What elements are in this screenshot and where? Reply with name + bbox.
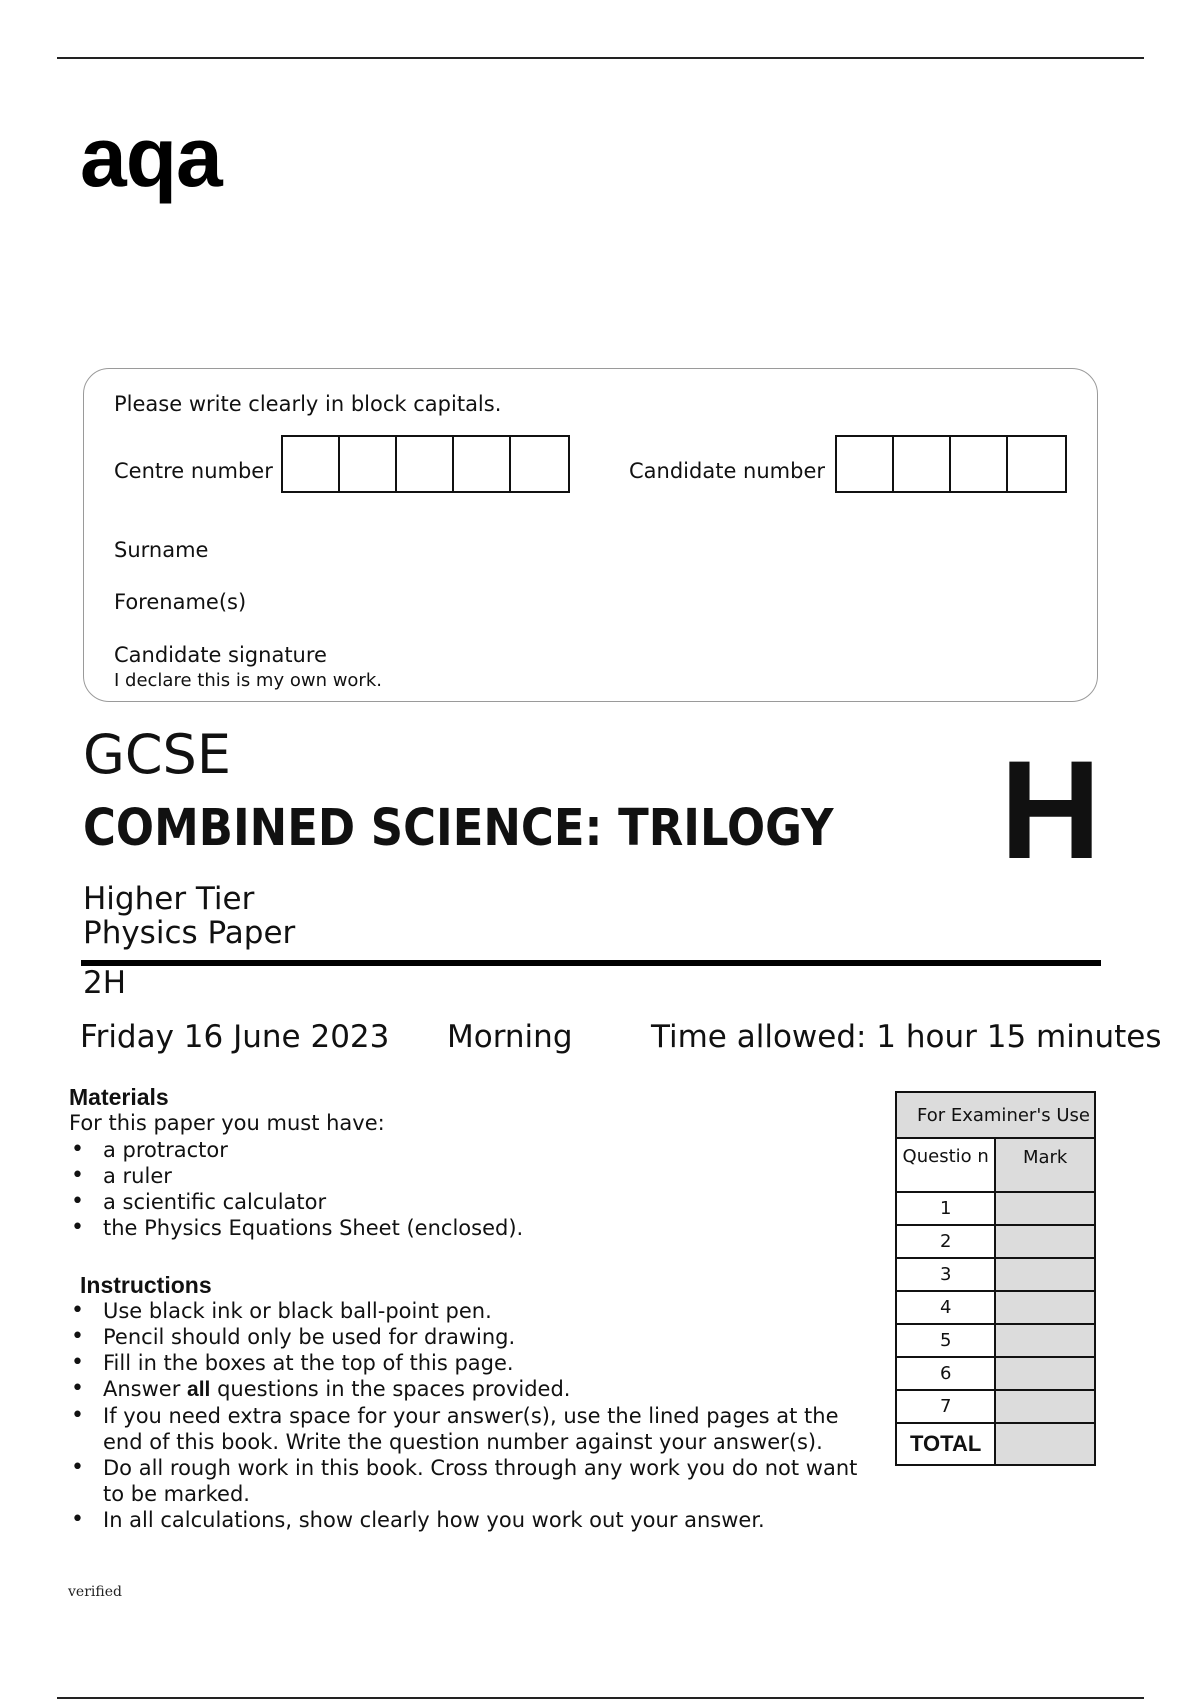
mark-column-header: Mark bbox=[995, 1138, 1095, 1192]
total-label: TOTAL bbox=[896, 1423, 995, 1465]
candidate-number-label: Candidate number bbox=[629, 459, 825, 483]
centre-number-digit-box[interactable] bbox=[283, 437, 340, 491]
list-item: • Do all rough work in this book. Cross through any work you do not want to be marked. bbox=[71, 1455, 858, 1506]
instructions-list bbox=[69, 1298, 869, 1533]
mark-cell bbox=[995, 1390, 1095, 1423]
instructions-heading: Instructions bbox=[80, 1272, 212, 1298]
mark-cell bbox=[995, 1192, 1095, 1225]
tier-letter: H bbox=[1000, 731, 1102, 888]
exam-session: Morning bbox=[447, 1019, 573, 1055]
centre-number-label: Centre number bbox=[114, 459, 273, 483]
forenames-label: Forename(s) bbox=[114, 590, 247, 614]
time-allowed: Time allowed: 1 hour 15 minutes bbox=[651, 1019, 1162, 1055]
candidate-number-boxes[interactable] bbox=[835, 435, 1067, 493]
candidate-signature-label: Candidate signature bbox=[114, 643, 327, 667]
list-item: • In all calculations, show clearly how you work out your answer. bbox=[71, 1507, 765, 1532]
centre-number-digit-box[interactable] bbox=[340, 437, 397, 491]
question-number: 1 bbox=[896, 1192, 995, 1225]
mark-cell bbox=[995, 1324, 1095, 1357]
centre-number-boxes[interactable] bbox=[281, 435, 570, 493]
top-rule bbox=[57, 57, 1144, 59]
centre-number-digit-box[interactable] bbox=[397, 437, 454, 491]
own-work-declaration: I declare this is my own work. bbox=[114, 670, 382, 691]
paper-code: 2H bbox=[83, 965, 127, 1001]
materials-list bbox=[69, 1137, 669, 1241]
question-number: 7 bbox=[896, 1390, 995, 1423]
question-number: 5 bbox=[896, 1324, 995, 1357]
paper-name: Physics Paper bbox=[83, 915, 296, 951]
mark-cell bbox=[995, 1258, 1095, 1291]
list-item: • Answer all questions in the spaces provided. bbox=[71, 1376, 571, 1401]
candidate-number-digit-box[interactable] bbox=[1008, 437, 1065, 491]
question-number: 2 bbox=[896, 1225, 995, 1258]
centre-number-digit-box[interactable] bbox=[454, 437, 511, 491]
centre-number-digit-box[interactable] bbox=[511, 437, 568, 491]
bottom-rule bbox=[57, 1697, 1144, 1699]
examiner-use-heading: For Examiner's Use bbox=[896, 1092, 1095, 1138]
candidate-number-digit-box[interactable] bbox=[951, 437, 1008, 491]
block-capitals-instruction: Please write clearly in block capitals. bbox=[114, 392, 502, 416]
question-number: 4 bbox=[896, 1291, 995, 1324]
materials-heading: Materials bbox=[69, 1084, 169, 1110]
list-item: • a scientific calculator bbox=[71, 1189, 327, 1214]
list-item: • Pencil should only be used for drawing. bbox=[71, 1324, 516, 1349]
aqa-logo: aqa bbox=[80, 110, 222, 204]
materials-intro: For this paper you must have: bbox=[69, 1111, 385, 1135]
list-item: • the Physics Equations Sheet (enclosed). bbox=[71, 1215, 524, 1240]
list-item: • Use black ink or black ball-point pen. bbox=[71, 1298, 492, 1323]
mark-cell bbox=[995, 1357, 1095, 1390]
verified-watermark: verified bbox=[68, 1584, 122, 1600]
list-item: • a ruler bbox=[71, 1163, 172, 1188]
surname-label: Surname bbox=[114, 538, 209, 562]
tier-name: Higher Tier bbox=[83, 881, 255, 917]
candidate-number-digit-box[interactable] bbox=[894, 437, 951, 491]
list-item: • Fill in the boxes at the top of this page. bbox=[71, 1350, 514, 1375]
mark-cell bbox=[995, 1225, 1095, 1258]
exam-date: Friday 16 June 2023 bbox=[80, 1019, 390, 1055]
title-divider bbox=[81, 960, 1101, 966]
question-number: 6 bbox=[896, 1357, 995, 1390]
mark-cell bbox=[995, 1291, 1095, 1324]
question-number: 3 bbox=[896, 1258, 995, 1291]
candidate-number-digit-box[interactable] bbox=[837, 437, 894, 491]
subject-title: COMBINED SCIENCE: TRILOGY bbox=[83, 799, 834, 858]
list-item: • If you need extra space for your answer(s), use the lined pages at the end of this book. Write the question number against your answer(s). bbox=[71, 1403, 839, 1454]
qualification-title: GCSE bbox=[83, 723, 231, 786]
total-mark-cell bbox=[995, 1423, 1095, 1465]
examiner-use-table bbox=[895, 1091, 1096, 1466]
question-column-header: Questio n bbox=[896, 1138, 995, 1192]
list-item: • a protractor bbox=[71, 1137, 228, 1162]
